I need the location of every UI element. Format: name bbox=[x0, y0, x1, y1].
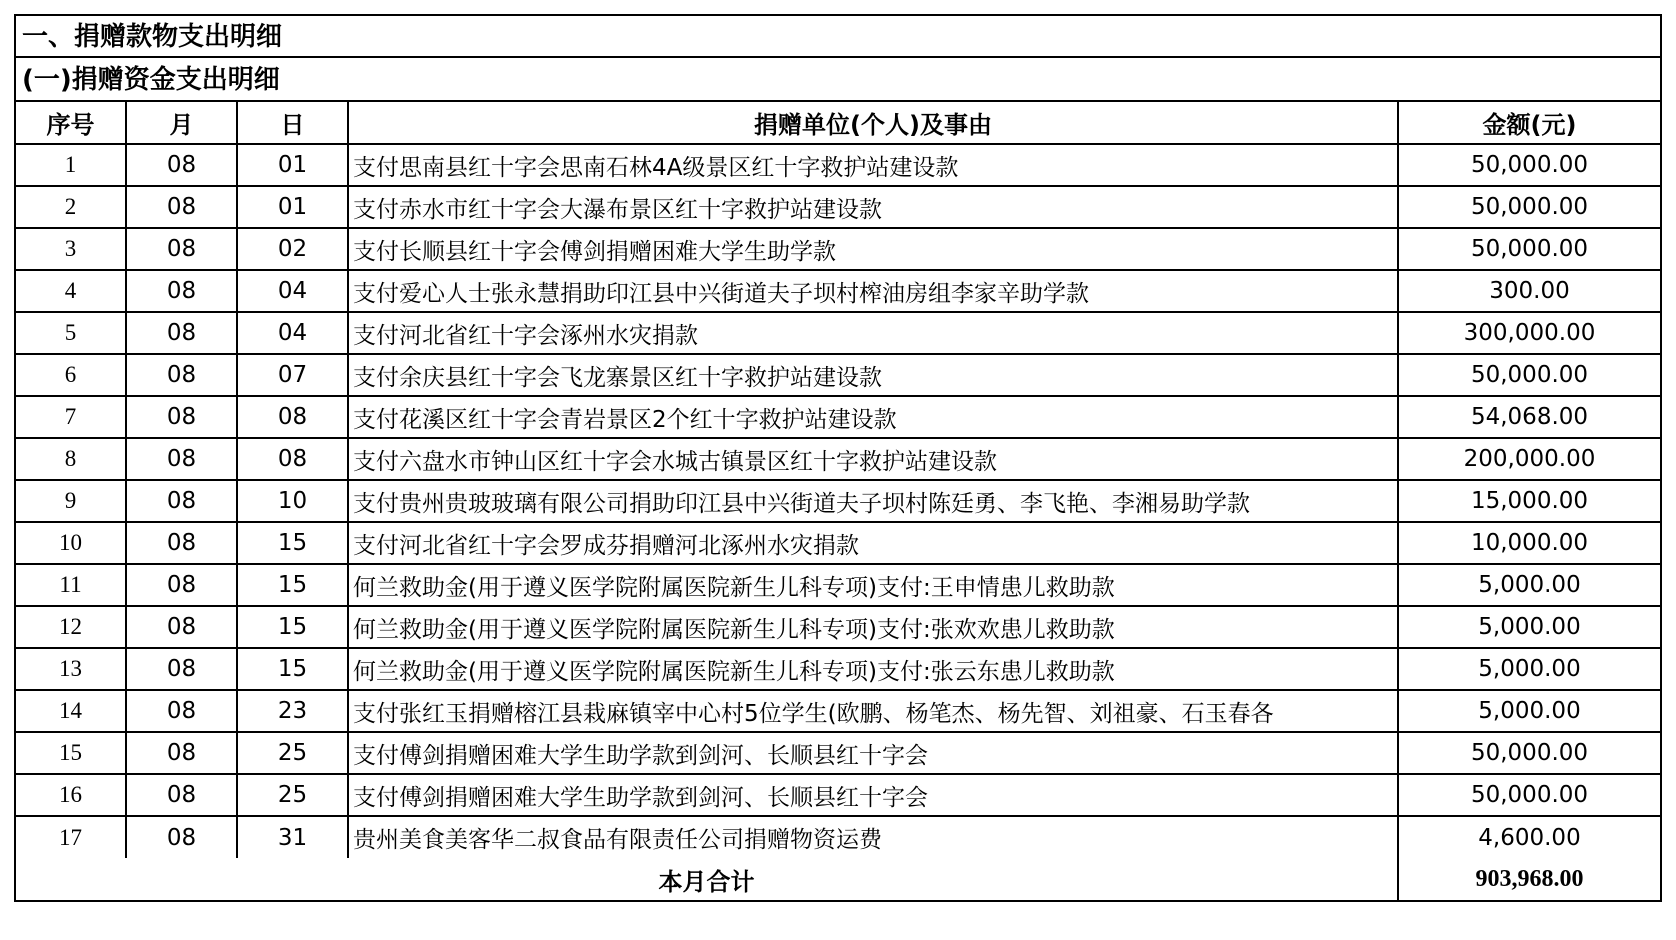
cell-desc: 支付长顺县红十字会傅剑捐赠困难大学生助学款 bbox=[348, 228, 1398, 270]
cell-seq: 2 bbox=[16, 186, 126, 228]
cell-month: 08 bbox=[126, 312, 237, 354]
table-row bbox=[16, 270, 1660, 312]
cell-amount: 54,068.00 bbox=[1398, 396, 1660, 438]
cell-seq: 17 bbox=[16, 816, 126, 858]
cell-seq: 16 bbox=[16, 774, 126, 816]
table-row bbox=[16, 816, 1660, 858]
cell-month: 08 bbox=[126, 144, 237, 186]
cell-day: 01 bbox=[237, 186, 348, 228]
table-row bbox=[16, 648, 1660, 690]
cell-amount: 50,000.00 bbox=[1398, 774, 1660, 816]
cell-day: 08 bbox=[237, 396, 348, 438]
cell-month: 08 bbox=[126, 522, 237, 564]
column-header-desc: 捐赠单位(个人)及事由 bbox=[348, 102, 1398, 144]
cell-amount: 5,000.00 bbox=[1398, 648, 1660, 690]
cell-amount: 15,000.00 bbox=[1398, 480, 1660, 522]
cell-month: 08 bbox=[126, 816, 237, 858]
table-row bbox=[16, 354, 1660, 396]
cell-desc: 支付河北省红十字会罗成芬捐赠河北涿州水灾捐款 bbox=[348, 522, 1398, 564]
table-row bbox=[16, 312, 1660, 354]
column-header-month: 月 bbox=[126, 102, 237, 144]
cell-month: 08 bbox=[126, 438, 237, 480]
total-label: 本月合计 bbox=[16, 858, 1398, 900]
cell-day: 07 bbox=[237, 354, 348, 396]
cell-day: 25 bbox=[237, 774, 348, 816]
cell-seq: 11 bbox=[16, 564, 126, 606]
table-row bbox=[16, 690, 1660, 732]
cell-day: 15 bbox=[237, 606, 348, 648]
cell-desc: 支付赤水市红十字会大瀑布景区红十字救护站建设款 bbox=[348, 186, 1398, 228]
cell-month: 08 bbox=[126, 186, 237, 228]
cell-desc: 支付傅剑捐赠困难大学生助学款到剑河、长顺县红十字会 bbox=[348, 732, 1398, 774]
table-row bbox=[16, 144, 1660, 186]
table-row bbox=[16, 732, 1660, 774]
cell-month: 08 bbox=[126, 606, 237, 648]
cell-month: 08 bbox=[126, 774, 237, 816]
cell-amount: 5,000.00 bbox=[1398, 564, 1660, 606]
cell-day: 15 bbox=[237, 648, 348, 690]
cell-day: 02 bbox=[237, 228, 348, 270]
section-title: 一、捐赠款物支出明细 bbox=[16, 16, 1660, 58]
cell-day: 04 bbox=[237, 270, 348, 312]
cell-month: 08 bbox=[126, 480, 237, 522]
cell-seq: 9 bbox=[16, 480, 126, 522]
cell-amount: 5,000.00 bbox=[1398, 690, 1660, 732]
cell-desc: 支付张红玉捐赠榕江县栽麻镇宰中心村5位学生(欧鹏、杨笔杰、杨先智、刘祖豪、石玉春各 bbox=[348, 690, 1398, 732]
table-row bbox=[16, 522, 1660, 564]
total-amount: 903,968.00 bbox=[1398, 858, 1660, 900]
table-row bbox=[16, 606, 1660, 648]
cell-amount: 5,000.00 bbox=[1398, 606, 1660, 648]
table-row bbox=[16, 396, 1660, 438]
cell-month: 08 bbox=[126, 732, 237, 774]
cell-day: 23 bbox=[237, 690, 348, 732]
cell-desc: 何兰救助金(用于遵义医学院附属医院新生儿科专项)支付:张云东患儿救助款 bbox=[348, 648, 1398, 690]
cell-month: 08 bbox=[126, 228, 237, 270]
cell-desc: 支付傅剑捐赠困难大学生助学款到剑河、长顺县红十字会 bbox=[348, 774, 1398, 816]
expense-sheet bbox=[14, 14, 1662, 902]
cell-amount: 50,000.00 bbox=[1398, 186, 1660, 228]
cell-day: 15 bbox=[237, 564, 348, 606]
cell-month: 08 bbox=[126, 648, 237, 690]
cell-amount: 10,000.00 bbox=[1398, 522, 1660, 564]
cell-desc: 支付六盘水市钟山区红十字会水城古镇景区红十字救护站建设款 bbox=[348, 438, 1398, 480]
cell-seq: 3 bbox=[16, 228, 126, 270]
cell-seq: 5 bbox=[16, 312, 126, 354]
column-header-seq: 序号 bbox=[16, 102, 126, 144]
cell-desc: 支付爱心人士张永慧捐助印江县中兴街道夫子坝村榨油房组李家辛助学款 bbox=[348, 270, 1398, 312]
sub-title: (一)捐赠资金支出明细 bbox=[16, 58, 1660, 102]
cell-seq: 13 bbox=[16, 648, 126, 690]
cell-amount: 300.00 bbox=[1398, 270, 1660, 312]
cell-seq: 14 bbox=[16, 690, 126, 732]
cell-desc: 何兰救助金(用于遵义医学院附属医院新生儿科专项)支付:张欢欢患儿救助款 bbox=[348, 606, 1398, 648]
cell-desc: 支付贵州贵玻玻璃有限公司捐助印江县中兴街道夫子坝村陈廷勇、李飞艳、李湘易助学款 bbox=[348, 480, 1398, 522]
cell-seq: 10 bbox=[16, 522, 126, 564]
cell-day: 31 bbox=[237, 816, 348, 858]
column-header-amount: 金额(元) bbox=[1398, 102, 1660, 144]
cell-month: 08 bbox=[126, 690, 237, 732]
cell-day: 25 bbox=[237, 732, 348, 774]
expense-table bbox=[16, 102, 1660, 900]
cell-desc: 支付余庆县红十字会飞龙寨景区红十字救护站建设款 bbox=[348, 354, 1398, 396]
table-row bbox=[16, 774, 1660, 816]
cell-amount: 50,000.00 bbox=[1398, 144, 1660, 186]
cell-day: 04 bbox=[237, 312, 348, 354]
table-row bbox=[16, 228, 1660, 270]
cell-day: 01 bbox=[237, 144, 348, 186]
cell-seq: 6 bbox=[16, 354, 126, 396]
cell-seq: 12 bbox=[16, 606, 126, 648]
table-row bbox=[16, 480, 1660, 522]
table-row bbox=[16, 186, 1660, 228]
cell-month: 08 bbox=[126, 396, 237, 438]
cell-amount: 4,600.00 bbox=[1398, 816, 1660, 858]
cell-day: 10 bbox=[237, 480, 348, 522]
header-row bbox=[16, 102, 1660, 144]
cell-amount: 50,000.00 bbox=[1398, 354, 1660, 396]
cell-day: 08 bbox=[237, 438, 348, 480]
cell-seq: 7 bbox=[16, 396, 126, 438]
total-row bbox=[16, 858, 1660, 900]
cell-desc: 支付河北省红十字会涿州水灾捐款 bbox=[348, 312, 1398, 354]
cell-month: 08 bbox=[126, 354, 237, 396]
table-row bbox=[16, 438, 1660, 480]
table-row bbox=[16, 564, 1660, 606]
cell-seq: 4 bbox=[16, 270, 126, 312]
cell-desc: 支付思南县红十字会思南石林4A级景区红十字救护站建设款 bbox=[348, 144, 1398, 186]
cell-desc: 贵州美食美客华二叔食品有限责任公司捐赠物资运费 bbox=[348, 816, 1398, 858]
cell-desc: 何兰救助金(用于遵义医学院附属医院新生儿科专项)支付:王申情患儿救助款 bbox=[348, 564, 1398, 606]
cell-desc: 支付花溪区红十字会青岩景区2个红十字救护站建设款 bbox=[348, 396, 1398, 438]
cell-amount: 50,000.00 bbox=[1398, 732, 1660, 774]
cell-amount: 300,000.00 bbox=[1398, 312, 1660, 354]
cell-month: 08 bbox=[126, 564, 237, 606]
cell-day: 15 bbox=[237, 522, 348, 564]
cell-month: 08 bbox=[126, 270, 237, 312]
cell-amount: 200,000.00 bbox=[1398, 438, 1660, 480]
cell-seq: 1 bbox=[16, 144, 126, 186]
cell-amount: 50,000.00 bbox=[1398, 228, 1660, 270]
cell-seq: 15 bbox=[16, 732, 126, 774]
column-header-day: 日 bbox=[237, 102, 348, 144]
cell-seq: 8 bbox=[16, 438, 126, 480]
